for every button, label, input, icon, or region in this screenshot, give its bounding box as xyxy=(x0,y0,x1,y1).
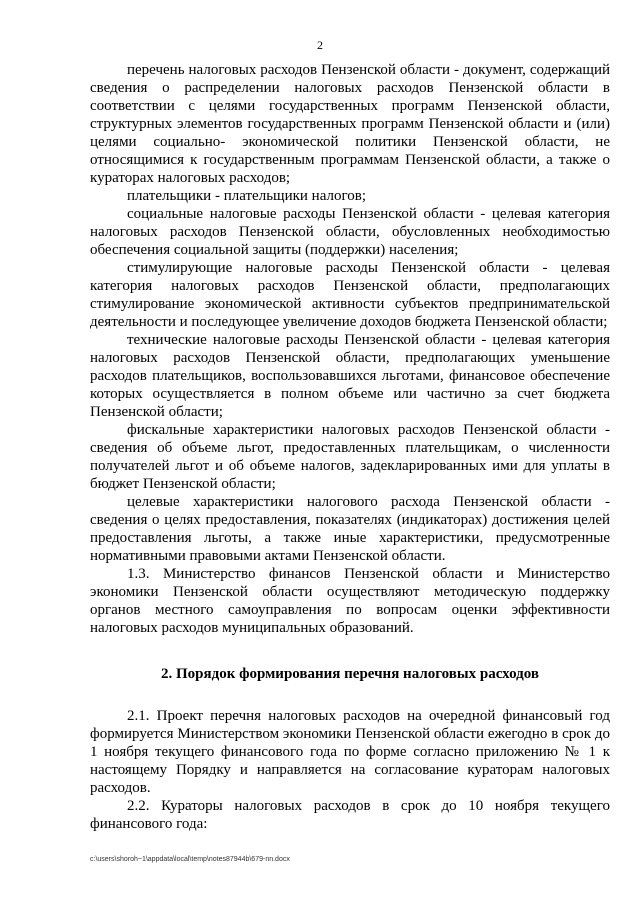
clause-2-1-paragraph: 2.1. Проект перечня налоговых расходов на очередной финансовый год формируется Министерством экономики Пензенской области ежегодно в срок до 1 ноября текущего финансового года по форме согласно приложению № 1 к настоящему Порядку и направляется на согласование кураторам налоговых расходов. xyxy=(90,708,610,796)
definition-paragraph: целевые характеристики налогового расхода Пензенской области - сведения о целях предоставления, показателях (индикаторах) достижения целей предоставления льготы, а также иные характеристики, предусмотренные нормативными правовыми актами Пензенской области. xyxy=(90,494,610,564)
definition-paragraph: стимулирующие налоговые расходы Пензенской области - целевая категория налоговых расходов Пензенской области, предполагающих стимулирование экономической активности субъектов предпринимательской деятельности и последующее увеличение доходов бюджета Пензенской области; xyxy=(90,260,610,330)
definition-paragraph: плательщики - плательщики налогов; xyxy=(127,188,367,204)
page-number: 2 xyxy=(317,38,323,52)
definition-paragraph: фискальные характеристики налоговых расходов Пензенской области - сведения об объеме льгот, предоставленных плательщикам, о численности получателей льгот и об объеме налогов, задекларированных ими для уплаты в бюджет Пензенской области; xyxy=(90,422,610,492)
clause-1-3-paragraph: 1.3. Министерство финансов Пензенской области и Министерство экономики Пензенской области осуществляют методическую поддержку органов местного самоуправления по вопросам оценки эффективности налоговых расходов муниципальных образований. xyxy=(90,566,610,636)
document-body xyxy=(90,61,610,833)
definition-paragraph: технические налоговые расходы Пензенской области - целевая категория налоговых расходов Пензенской области, предполагающих уменьшение расходов плательщиков, воспользовавшихся льготами, финансовое обеспечение которых осуществляется в полном объеме или частично за счет бюджета Пензенской области; xyxy=(90,332,610,420)
clause-2-2-paragraph: 2.2. Кураторы налоговых расходов в срок до 10 ноября текущего финансового года: xyxy=(90,798,610,832)
footer-file-path: c:\users\shoroh~1\appdata\local\temp\notes87944b\679-nn.docx xyxy=(90,856,290,863)
definition-paragraph: перечень налоговых расходов Пензенской области - документ, содержащий сведения о распределении налоговых расходов Пензенской области в соответствии с целями государственных программ Пензенской области, структурных элементов государственных программ Пензенской области и (или) целями социально- экономической политики Пензенской области, не относящимися к государственным программам Пензенской области, а также о кураторах налоговых расходов; xyxy=(90,62,610,186)
section-2-heading: 2. Порядок формирования перечня налоговых расходов xyxy=(160,666,539,682)
definition-paragraph: социальные налоговые расходы Пензенской области - целевая категория налоговых расходов Пензенской области, обусловленных необходимостью обеспечения социальной защиты (поддержки) населения; xyxy=(90,206,610,258)
